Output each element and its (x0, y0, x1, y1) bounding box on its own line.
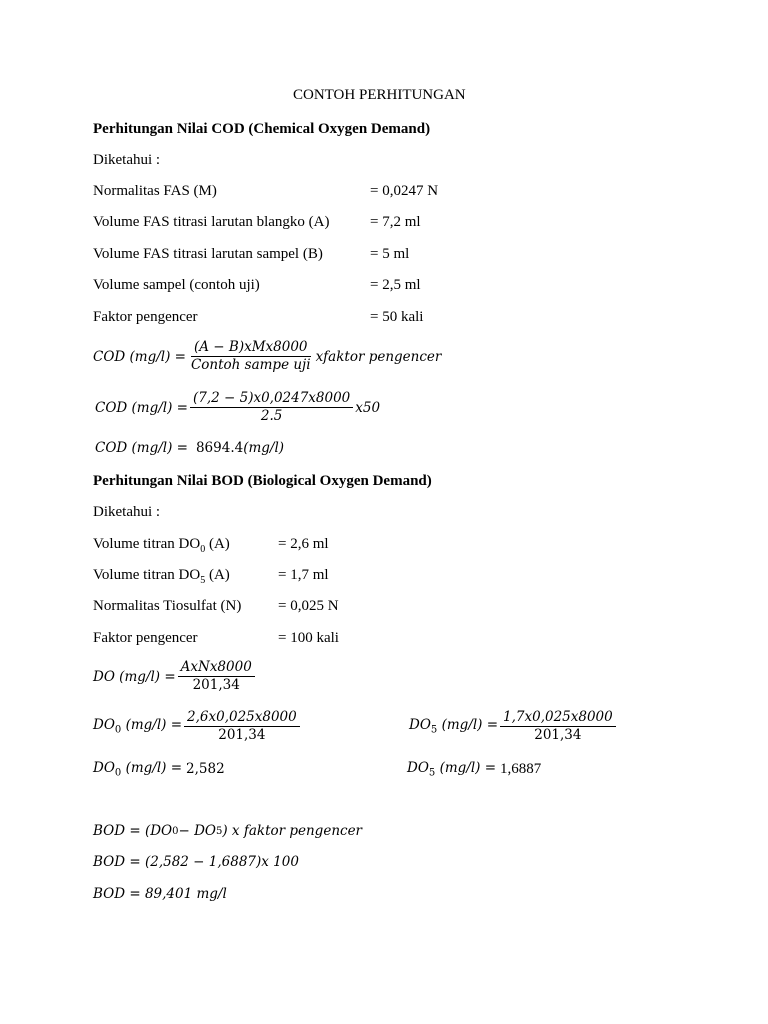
cod-formula-numerator: (A − B)xMx8000 (191, 339, 311, 357)
bod-substituted: BOD = (2,582 − 1,6887)x 100 (93, 854, 299, 870)
bod-param-label: Faktor pengencer (93, 630, 198, 646)
cod-result (95, 440, 284, 456)
do5-result-lhs: $DO_5$ (mg/l) = (407, 760, 497, 779)
cod-heading: Perhitungan Nilai COD (Chemical Oxygen Demand) (93, 121, 431, 137)
cod-param-label: Volume sampel (contoh uji) (93, 277, 260, 293)
do5-formula-denominator: 201,34 (534, 727, 582, 743)
cod-substituted-fraction (190, 390, 353, 425)
cod-substituted-rhs: x50 (355, 399, 381, 416)
bod-param-label-text: Volume titran DO (93, 567, 201, 583)
page-title: CONTOH PERHITUNGAN (293, 87, 466, 103)
bod-diketahui: Diketahui : (93, 504, 161, 520)
cod-param-label: Volume FAS titrasi larutan sampel (B) (93, 246, 323, 262)
bod-param-label (93, 566, 230, 590)
bod-param-value: = 0,025 N (278, 598, 339, 614)
do-formula-denominator: 201,34 (192, 677, 240, 693)
cod-param-value: = 50 kali (370, 309, 424, 325)
bod-param-label: Normalitas Tiosulfat (N) (93, 598, 242, 614)
bod-formula: BOD = (DO 0 − DO 5 ) x faktor pengencer (93, 823, 363, 839)
cod-substituted (95, 390, 380, 425)
do-formula (93, 659, 257, 694)
do0-formula-numerator: 2,6x0,025x8000 (184, 709, 300, 727)
cod-formula-rhs: xfaktor pengencer (315, 348, 442, 365)
cod-formula-lhs: COD (mg/l) = (93, 348, 186, 365)
do5-result (407, 760, 541, 779)
do0-formula-denominator: 201,34 (218, 727, 266, 743)
cod-param-value: = 7,2 ml (370, 214, 421, 230)
cod-formula-fraction (188, 339, 314, 374)
do-formula-fraction (178, 659, 255, 694)
cod-param-value: = 0,0247 N (370, 183, 439, 199)
cod-param-value: = 2,5 ml (370, 277, 421, 293)
bod-result: BOD = 89,401 mg/l (93, 886, 227, 902)
cod-result-lhs: COD (mg/l) = (95, 440, 188, 456)
cod-substituted-lhs: COD (mg/l) = (95, 399, 188, 416)
do0-result-lhs: $DO_0$ (mg/l) = (93, 760, 183, 779)
bod-param-suffix: (A) (205, 567, 230, 583)
do5-formula (409, 709, 618, 744)
do5-result-value: 1,6887 (500, 760, 542, 777)
do0-result-value: 2,582 (186, 761, 225, 778)
bod-param-value: = 1,7 ml (278, 567, 329, 583)
bod-param-sub: 5 (200, 575, 206, 586)
do-formula-numerator: AxNx8000 (178, 659, 255, 677)
bod-heading: Perhitungan Nilai BOD (Biological Oxygen Demand) (93, 473, 432, 489)
do0-formula-lhs: $DO_0$ (mg/l) = (93, 717, 183, 736)
cod-result-unit: (mg/l) (243, 440, 285, 456)
cod-param-label: Volume FAS titrasi larutan blangko (A) (93, 214, 330, 230)
cod-substituted-denominator: 2.5 (260, 408, 283, 424)
cod-diketahui: Diketahui : (93, 152, 161, 168)
cod-param-label: Normalitas FAS (M) (93, 183, 217, 199)
cod-substituted-numerator: (7,2 − 5)x0,0247x8000 (190, 390, 353, 408)
cod-formula-denominator: Contoh sampe uji (190, 357, 311, 373)
bod-param-suffix: (A) (205, 536, 230, 552)
do5-formula-numerator: 1,7x0,025x8000 (500, 709, 616, 727)
do0-formula (93, 709, 302, 744)
bod-param-value: = 100 kali (278, 630, 339, 646)
do5-formula-fraction (500, 709, 616, 744)
do0-result (93, 760, 225, 779)
do0-formula-fraction (184, 709, 300, 744)
cod-result-value: 8694.4 (195, 440, 244, 456)
cod-param-value: = 5 ml (370, 246, 410, 262)
bod-param-value: = 2,6 ml (278, 536, 329, 552)
do-formula-lhs: DO (mg/l) = (93, 668, 176, 685)
bod-param-label (93, 535, 230, 559)
bod-param-label-text: Volume titran DO (93, 536, 201, 552)
cod-param-label: Faktor pengencer (93, 309, 198, 325)
bod-param-sub: 0 (200, 544, 206, 555)
do5-formula-lhs: $DO_5$ (mg/l) = (409, 717, 499, 736)
cod-formula (93, 339, 441, 374)
